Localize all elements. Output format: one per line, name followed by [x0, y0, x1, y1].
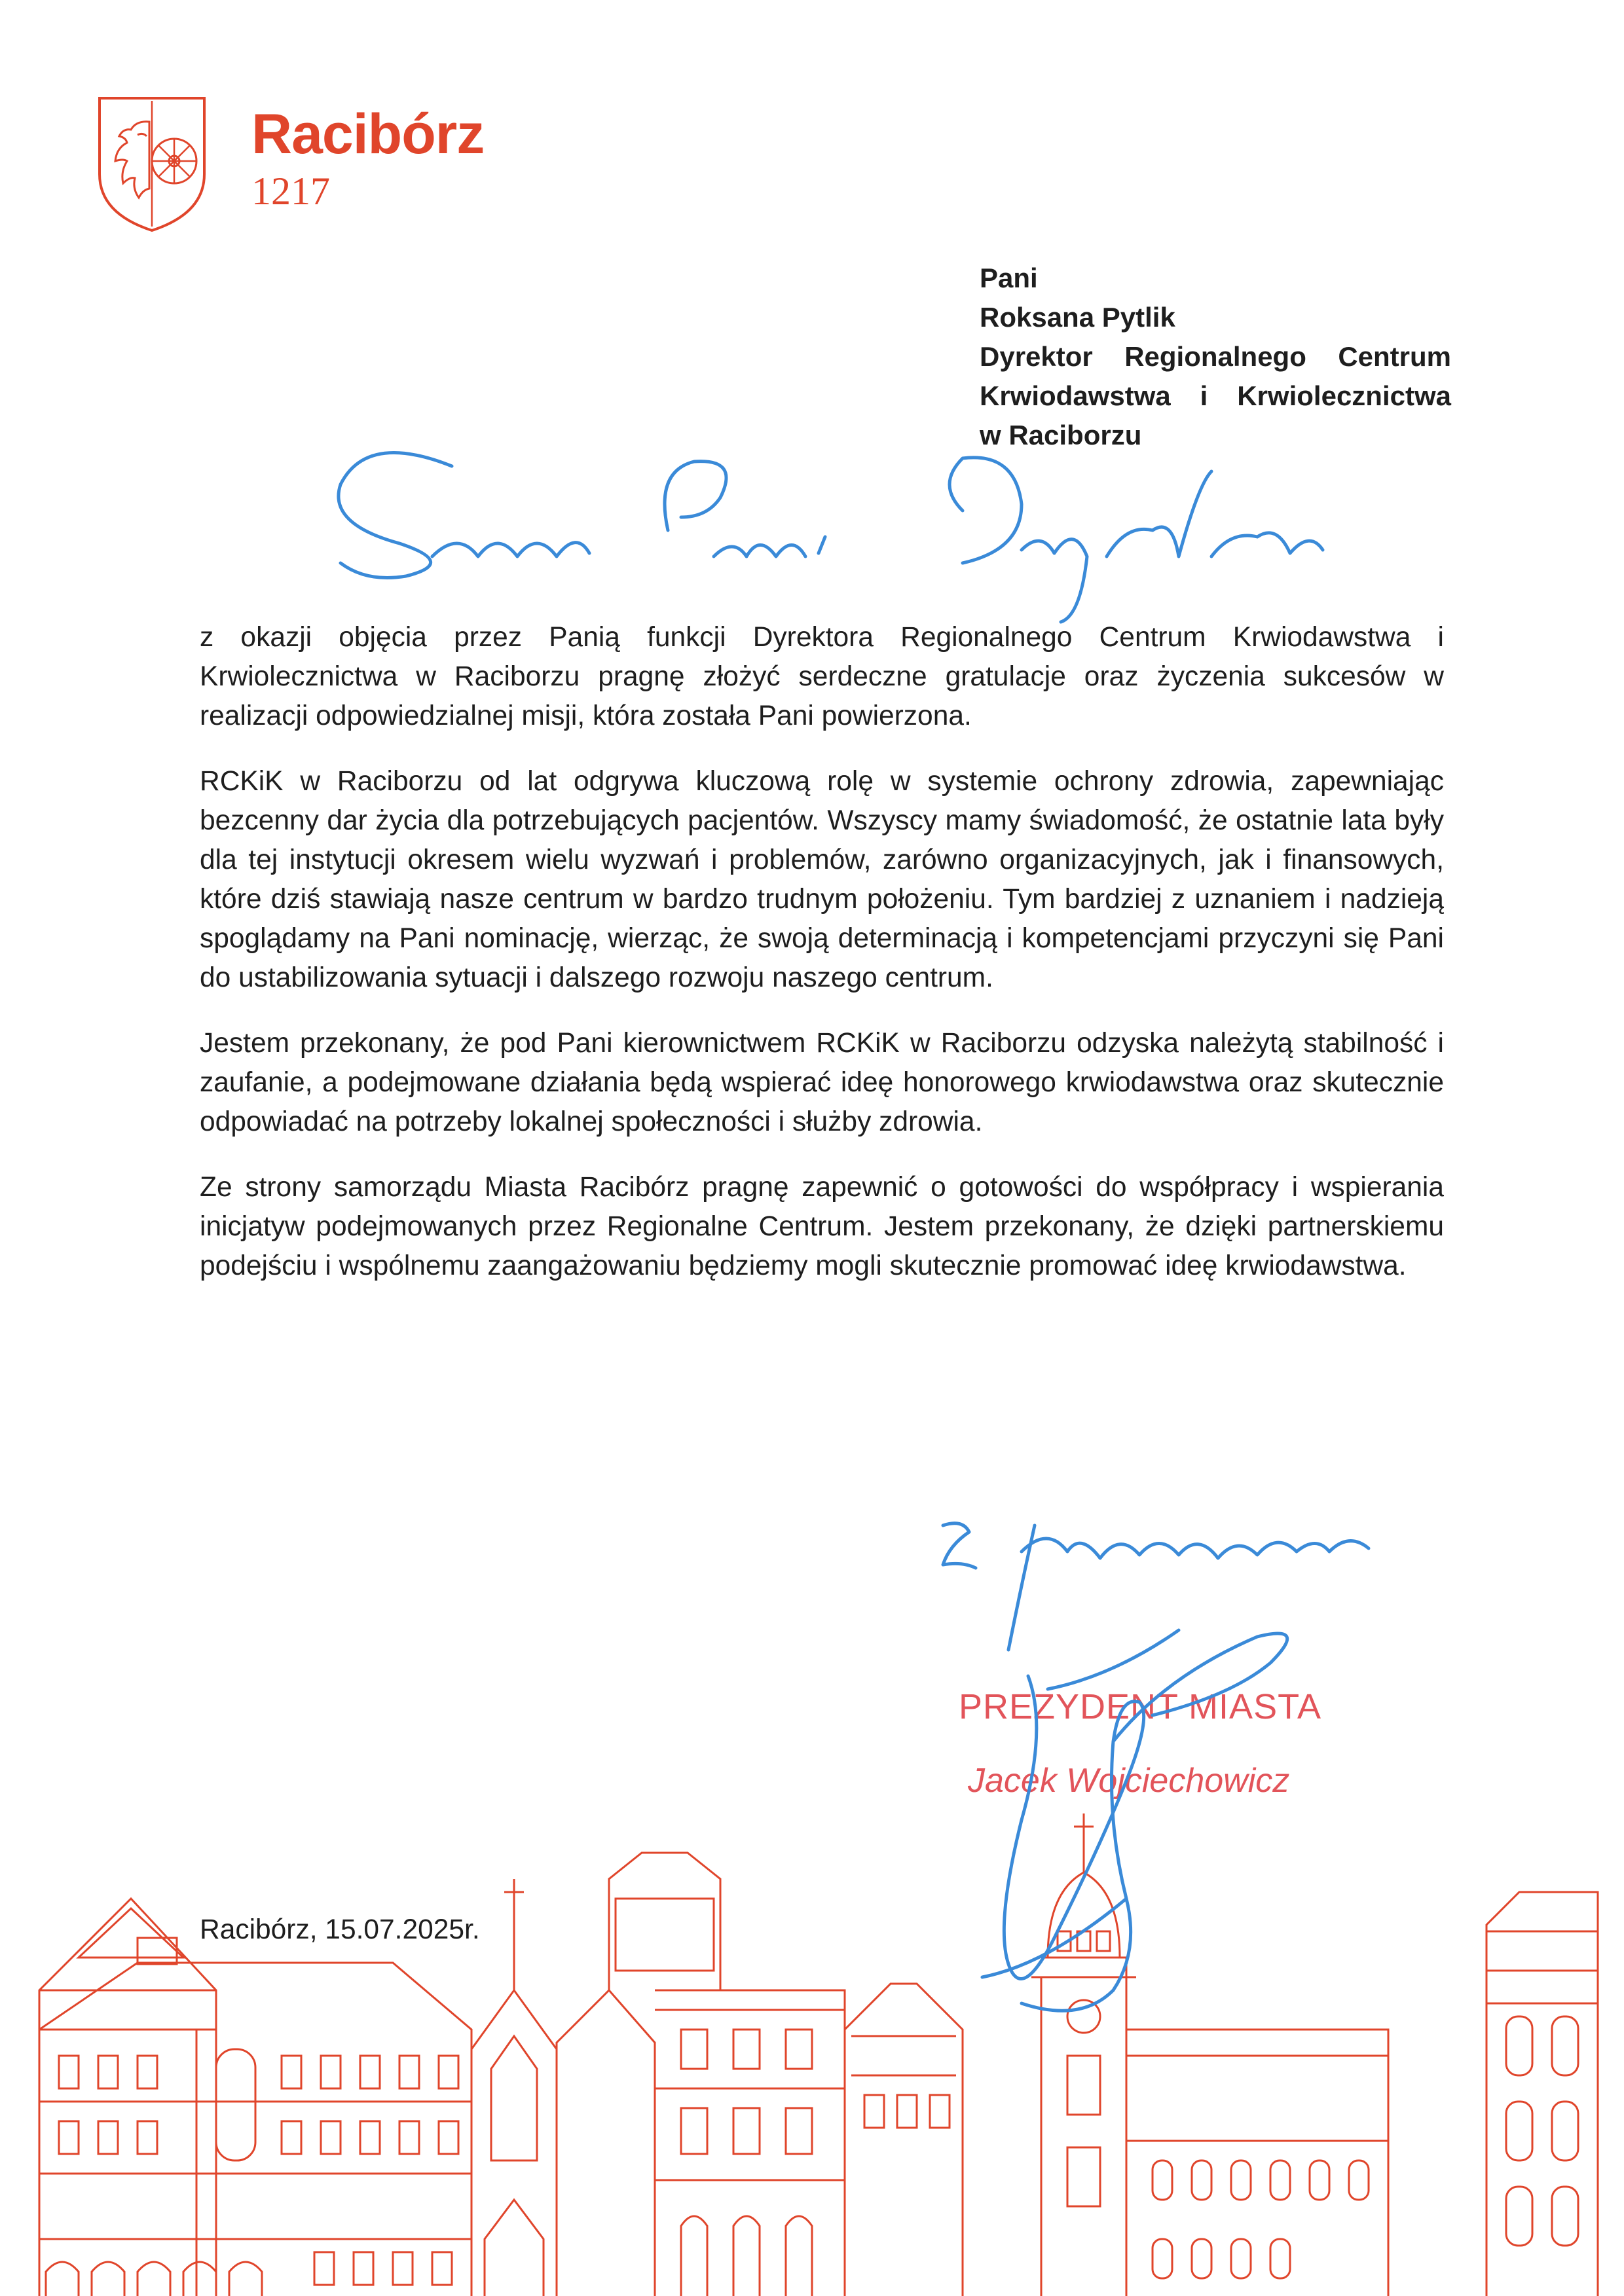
recipient-line: Pani — [980, 263, 1038, 293]
stamp-name: Jacek Wojciechowicz — [968, 1762, 1290, 1800]
recipient-line: Krwiodawstwa i Krwiolecznictwa — [980, 380, 1451, 411]
body-paragraph: Ze strony samorządu Miasta Racibórz pragnę zapewnić o gotowości do współpracy i wspierania inicjatyw podejmowanych przez Regionalne Centrum. Jestem przekonany, że dzięki partnerskiemu podejściu i wspólnemu zaangażowaniu będziemy mogli skutecznie promować ideę krwiodawstwa. — [200, 1172, 1444, 1281]
body-paragraph: RCKiK w Raciborzu od lat odgrywa kluczową rolę w systemie ochrony zdrowia, zapewniając bezcenny dar życia dla potrzebujących pacjentów. Wszyscy mamy świadomość, że ostatnie lata były dla tej instytucji okresem wielu wyzwań i problemów, zarówno organizacyjnych, jak i finansowych, które dziś stawiają nasze centrum w bardzo trudnym położeniu. Tym bardziej z uznaniem i nadzieją spoglądamy na Pani nominację, wierząc, że swoją determinacją i kompetencjami przyczyni się Pani do ustabilizowania sytuacji i dalszego rozwoju naszego centrum. — [200, 766, 1444, 993]
handwritten-closing — [943, 1523, 1369, 1650]
handwritten-salutation — [339, 453, 1323, 622]
handwritten-signature — [982, 1630, 1287, 2011]
brand-year: 1217 — [251, 170, 330, 213]
body-paragraph: Jestem przekonany, że pod Pani kierownictwem RCKiK w Raciborzu odzyska należytą stabilność i zaufanie, a podejmowane działania będą wspierać ideę honorowego krwiodawstwa oraz skutecznie odpowiadać na potrzeby lokalnej społeczności i służby zdrowia. — [200, 1028, 1444, 1137]
stamp-title: PREZYDENT MIASTA — [959, 1687, 1322, 1726]
brand-name: Racibórz — [251, 103, 485, 166]
recipient-line: Roksana Pytlik — [980, 302, 1175, 333]
place-date: Racibórz, 15.07.2025r. — [200, 1914, 480, 1945]
body-paragraph: z okazji objęcia przez Panią funkcji Dyrektora Regionalnego Centrum Krwiodawstwa i Krwiolecznictwa w Raciborzu pragnę złożyć serdeczne gratulacje oraz życzenia sukcesów w realizacji odpowiedzialnej misji, która została Pani powierzona. — [200, 622, 1444, 731]
recipient-line: w Raciborzu — [980, 420, 1142, 450]
recipient-line: Dyrektor Regionalnego Centrum — [980, 341, 1451, 372]
